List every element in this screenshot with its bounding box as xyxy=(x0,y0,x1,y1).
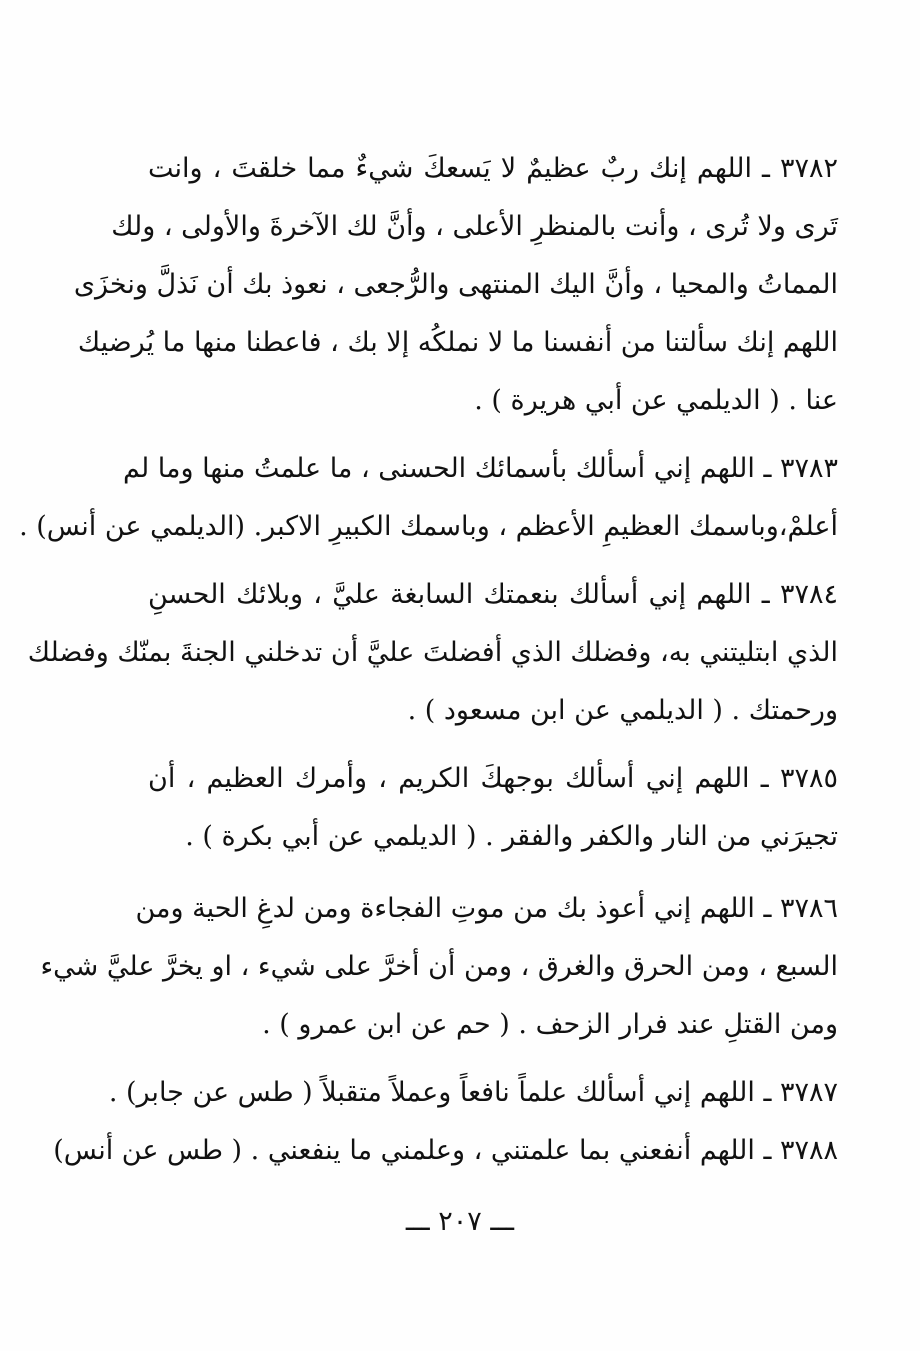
entry-3786 xyxy=(40,880,838,1054)
text-line: اللهم إنك سألتنا من أنفسنا ما لا نملكُه إلا بك ، فاعطنا منها ما يُرضيك xyxy=(77,327,838,358)
entry-separator xyxy=(148,866,838,880)
text-line: ٣٧٨٤ ـ اللهم إني أسألك بنعمتك السابغة عليَّ ، وبلائك الحسنِ xyxy=(148,579,838,610)
text-line: المماتُ والمحيا ، وأنَّ اليك المنتهى والرُّجعى ، نعوذ بك أن نَذلَّ ونخزَى xyxy=(73,269,838,300)
hadith-text-block xyxy=(19,140,838,1180)
entry-separator xyxy=(148,556,838,566)
page-number: ـــ ٢٠٧ ـــ xyxy=(405,1206,515,1237)
entry-3788 xyxy=(53,1122,838,1180)
text-line: ٣٧٨٣ ـ اللهم إني أسألك بأسمائك الحسنى ، ما علمتُ منها وما لم xyxy=(123,453,838,484)
entry-3782 xyxy=(73,140,838,430)
text-line: السبع ، ومن الحرق والغرق ، ومن أن أخرَّ على شيء ، او يخرَّ عليَّ شيء xyxy=(40,951,838,982)
text-line: ومن القتلِ عند فرار الزحف . ( حم عن ابن عمرو ) . xyxy=(262,1009,838,1040)
text-line: ٣٧٨٨ ـ اللهم أنفعني بما علمتني ، وعلمني ما ينفعني . ( طس عن أنس) xyxy=(53,1135,838,1166)
entry-separator xyxy=(148,740,838,750)
text-line: ٣٧٨٦ ـ اللهم إني أعوذ بك من موتِ الفجاءة ومن لدغِ الحية ومن xyxy=(135,893,838,924)
text-line: ٣٧٨٥ ـ اللهم إني أسألك بوجهكَ الكريم ، وأمرك العظيم ، أن xyxy=(148,763,838,794)
text-line: أعلمْ،وباسمك العظيمِ الأعظم ، وباسمك الكبيرِ الاكبر. (الديلمي عن أنس) . xyxy=(19,511,838,542)
text-line: تجيرَني من النار والكفر والفقر . ( الديلمي عن أبي بكرة ) . xyxy=(185,821,838,852)
entry-3783 xyxy=(19,440,838,556)
entry-3784 xyxy=(27,566,838,740)
text-line: عنا . ( الديلمي عن أبي هريرة ) . xyxy=(474,385,838,416)
text-line: ٣٧٨٧ ـ اللهم إني أسألك علماً نافعاً وعملاً متقبلاً ( طس عن جابر) . xyxy=(108,1077,838,1108)
text-line: الذي ابتليتني به، وفضلك الذي أفضلتَ عليَّ أن تدخلني الجنةَ بمنّك وفضلك xyxy=(27,637,838,668)
text-line: تَرى ولا تُرى ، وأنت بالمنظرِ الأعلى ، وأنَّ لك الآخرةَ والأولى ، ولك xyxy=(111,211,838,242)
entry-separator xyxy=(148,1054,838,1064)
text-line: ٣٧٨٢ ـ اللهم إنك ربٌ عظيمٌ لا يَسعكَ شيءٌ مما خلقتَ ، وانت xyxy=(148,153,838,184)
entry-3785 xyxy=(148,750,838,866)
entry-separator xyxy=(148,430,838,440)
text-line: ورحمتك . ( الديلمي عن ابن مسعود ) . xyxy=(407,695,838,726)
entry-3787 xyxy=(108,1064,838,1122)
